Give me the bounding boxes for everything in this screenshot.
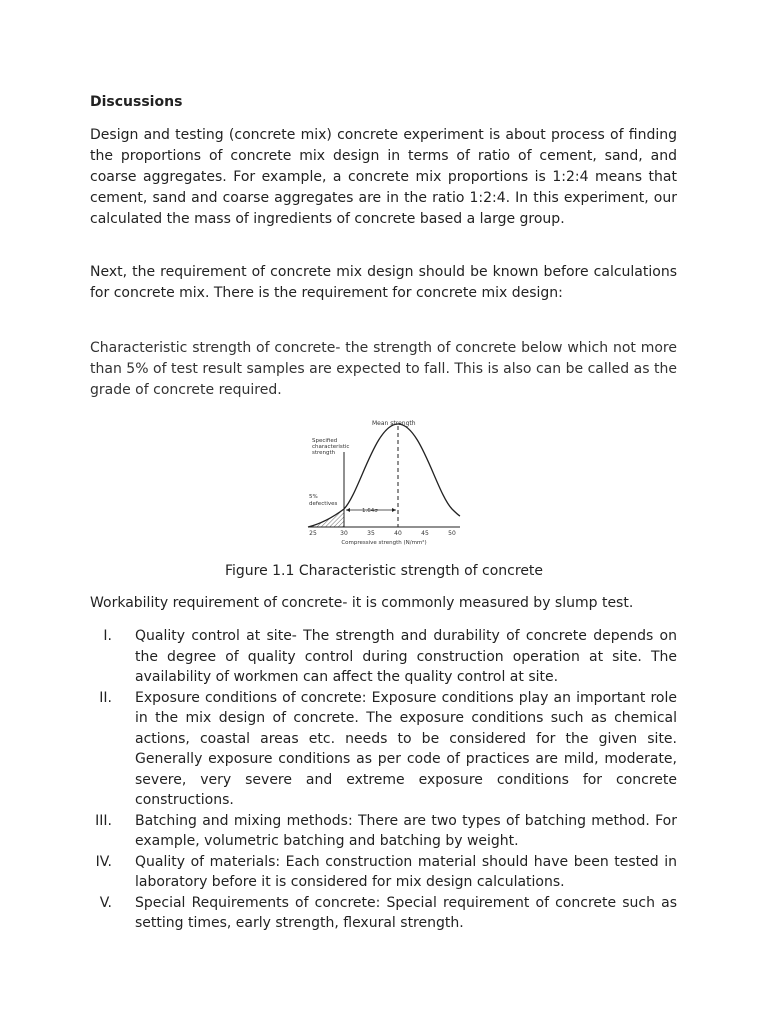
tick-35: 35 [367,530,375,537]
normal-distribution-diagram [300,412,470,552]
tick-45: 45 [421,530,429,537]
list-text: Batching and mixing methods: There are two types of batching method. For example, volumetric batching and batching by weight. [135,812,677,849]
list-text: Quality control at site- The strength and durability of concrete depends on the degree of quality control during construction operation at site. The availability of workmen can affect the quality control at site. [135,628,677,685]
list-number: I. [103,628,112,644]
figure-strength-curve [300,412,470,552]
figure-caption: Figure 1.1 Characteristic strength of concrete [224,563,544,579]
label-defectives-2: defectives [309,501,338,507]
list-text: Special Requirements of concrete: Special requirement of concrete such as setting times, early strength, flexural strength. [135,894,677,931]
label-mean-strength: Mean strength [372,420,416,427]
label-specified-1: Specified [312,438,338,444]
list-item [90,893,677,934]
list-item [90,811,677,852]
tick-50: 50 [448,530,456,537]
list-item [90,626,677,688]
paragraph-requirements: Next, the requirement of concrete mix design should be known before calculations for concrete mix. There is the requirement for concrete mix design: [90,264,677,301]
section-heading: Discussions [90,94,183,110]
paragraph-workability: Workability requirement of concrete- it is commonly measured by slump test. [90,595,634,611]
sigma-arrow-left-head [346,508,350,512]
list-number: II. [99,689,112,706]
list-text: Quality of materials: Each construction material should have been tested in laboratory before it is considered for mix design calculations. [135,853,677,890]
list-number: V. [99,894,112,911]
paragraph-characteristic-strength: Characteristic strength of concrete- the strength of concrete below which not more than 5% of test result samples are expected to fall. This is also can be called as the grade of concrete required. [90,340,677,398]
tick-40: 40 [394,530,402,537]
list-item [90,852,677,893]
sigma-arrow-right-head [392,508,396,512]
list-number: IV. [95,853,112,870]
label-sigma: 1.64σ [362,508,378,514]
label-specified-2: characteristic [312,444,350,450]
label-defectives-1: 5% [309,494,318,500]
tick-25: 25 [309,530,317,537]
list-item [90,688,677,811]
list-number: III. [95,812,112,829]
defectives-area [308,509,344,527]
list-text: Exposure conditions of concrete: Exposure conditions play an important role in the mix design of concrete. The exposure conditions such as chemical actions, coastal areas etc. needs to be considered for the given site. Generally exposure conditions as per code of practices are mild, moderate, severe, very severe and extreme exposure conditions for concrete constructions. [135,689,677,808]
x-axis-label: Compressive strength (N/mm²) [341,540,427,546]
tick-30: 30 [340,530,348,537]
requirements-list [90,626,677,934]
label-specified-3: strength [312,450,336,456]
paragraph-intro: Design and testing (concrete mix) concrete experiment is about process of finding the proportions of concrete mix design in terms of ratio of cement, sand, and coarse aggregates. For example, a concrete mix proportions is 1:2:4 means that cement, sand and coarse aggregates are in the ratio 1:2:4. In this experiment, our calculated the mass of ingredients of concrete based a large group. [90,127,677,227]
